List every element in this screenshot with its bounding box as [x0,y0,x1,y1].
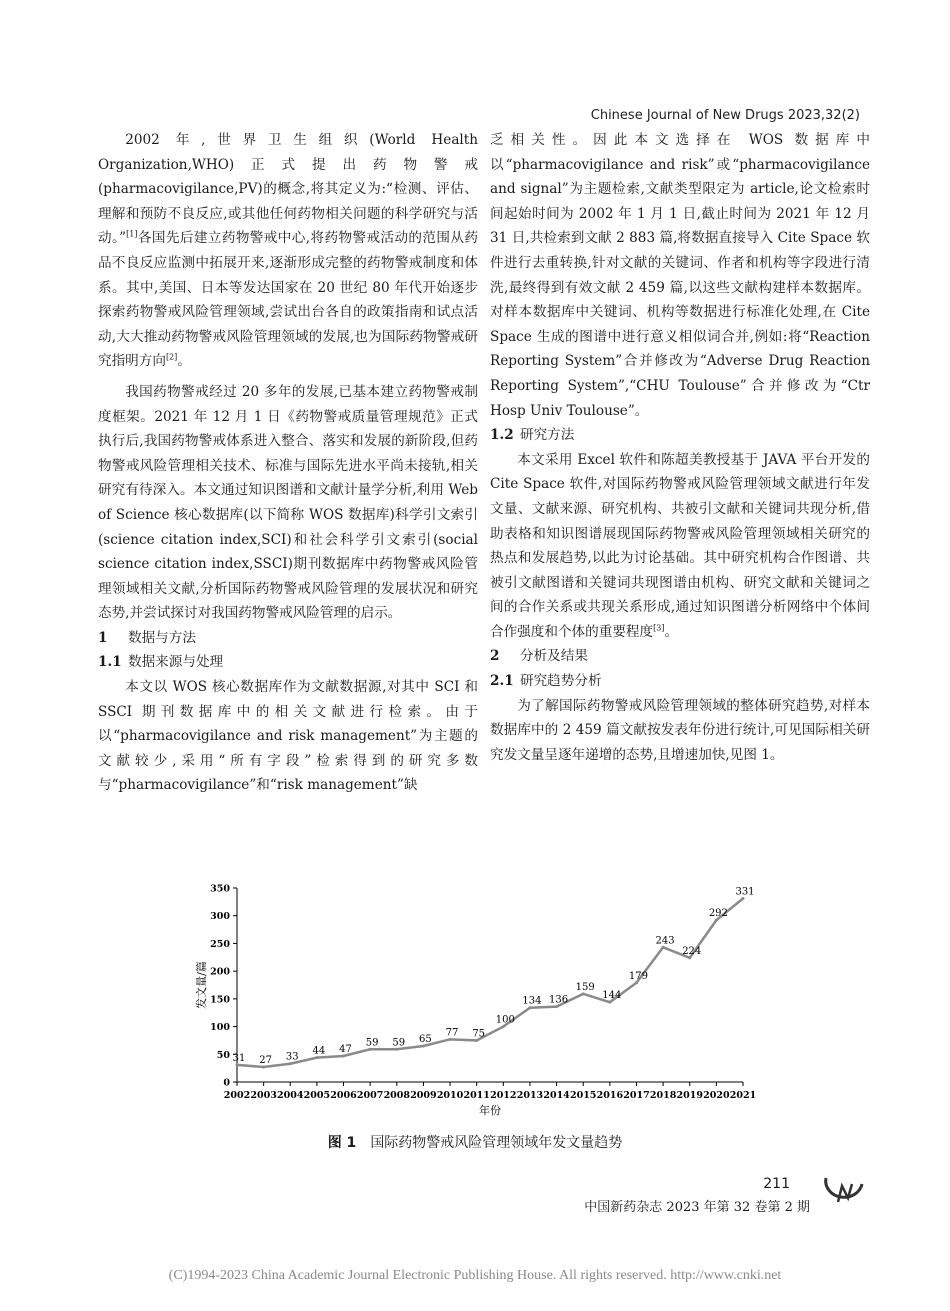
line-chart [195,878,765,1118]
x-tick-label: 2021 [729,1090,757,1101]
y-tick-label: 100 [210,1022,230,1034]
x-tick-label: 2002 [223,1090,251,1101]
x-tick-label: 2009 [410,1090,437,1101]
figure-1-chart [195,878,765,1118]
paragraph-background: 我国药物警戒经过 20 多年的发展,已基本建立药物警戒制度框架。2021 年 12 月 1 日《药物警戒质量管理规范》正式执行后,我国药物警戒体系进入整合、落实和发展的新阶段,但药物警戒风险管理相关技术、标准与国际先进水平尚未接轨,相关研究有待深入。本文通过知识图谱和文献计量学分析,利用 Web of Science 核心数据库(以下简称 WOS 数据库)科学引文索引(science citation index,SCI)和社会科学引文索引(social science citation index,SSCI)期刊数据库中药物警戒风险管理领域相关文献,分析国际药物警戒风险管理的发展状况和研究态势,并尝试探讨对我国药物警戒风险管理的启示。 [98,383,478,622]
paragraph-data-source: 本文以 WOS 核心数据库作为文献数据源,对其中 SCI 和 SSCI 期刊数据库中的相关文献进行检索。由于以“pharmacovigilance and risk management”为主题的文献较少,采用“所有字段”检索得到的研究多数与“pharmacovigilance”和“risk management”缺 [98,679,478,794]
x-tick-label: 2017 [623,1090,650,1101]
x-tick-label: 2015 [569,1090,597,1101]
data-label: 159 [575,981,595,993]
section-title: 数据来源与处理 [128,654,224,671]
right-column [490,128,870,767]
section-number: 1.1 [98,654,122,671]
data-label: 224 [682,945,702,957]
x-tick-label: 2018 [649,1090,677,1101]
methods-text: 本文采用 Excel 软件和陈超美教授基于 JAVA 平台开发的 Cite Space 软件,对国际药物警戒风险管理领域文献进行年发文量、文献来源、研究机构、共被引文献和关键词共现分析,借助表格和知识图谱展现国际药物警戒风险管理领域相关研究的热点和发展趋势,以此为讨论基础。其中研究机构合作图谱、共被引文献图谱和关键词共现图谱由机构、研究文献和关键词之间的合作关系或共现关系形成,通过知识图谱分析网络中个体间合作强度和个体的重要程度 [490,451,870,640]
data-label: 65 [419,1033,432,1045]
y-tick-label: 300 [210,911,230,923]
journal-footer: 中国新药杂志 2023 年第 32 卷第 2 期 [584,1200,810,1215]
x-tick-label: 2005 [303,1090,331,1101]
x-tick-label: 2007 [356,1090,384,1101]
data-label: 59 [365,1037,379,1049]
data-label: 47 [339,1043,352,1055]
section-number: 1.2 [490,427,514,444]
y-tick-label: 0 [223,1077,230,1089]
y-tick-label: 50 [216,1049,230,1061]
x-tick-label: 2020 [703,1090,730,1101]
section-2-heading [490,644,870,669]
section-title: 数据与方法 [128,629,196,646]
section-1-1-heading [98,650,478,675]
data-label: 31 [232,1052,246,1064]
section-number: 2 [490,648,500,665]
y-tick-label: 200 [210,966,230,978]
x-tick-label: 2012 [490,1090,517,1101]
data-label: 27 [259,1055,272,1067]
section-title: 分析及结果 [520,648,588,665]
data-label: 331 [735,886,755,898]
intro-text-1: 2002 年,世界卫生组织(World Health Organization,WHO)正式提出药物警戒(pharmacovigilance,PV)的概念,将其定义为:“检测、评估、理解和预防不良反应,或其他任何药物相关问题的科学研究与活动。” [98,132,478,247]
x-axis-title: 年份 [479,1104,501,1117]
section-title: 研究趋势分析 [520,673,602,690]
data-label: 144 [602,990,622,1002]
data-label: 134 [522,995,542,1007]
citation-ref-2[interactable]: [2] [165,352,178,362]
x-tick-label: 2014 [543,1090,570,1101]
x-tick-label: 2003 [250,1090,277,1101]
section-number: 1 [98,629,108,646]
citation-ref-1[interactable]: [1] [126,229,138,239]
copyright-notice: (C)1994-2023 China Academic Journal Electronic Publishing House. All rights reserved. http://www.cnki.net [168,1268,782,1283]
x-tick-label: 2004 [277,1090,304,1101]
section-title: 研究方法 [520,427,575,444]
intro-text-2: 各国先后建立药物警戒中心,将药物警戒活动的范围从药品不良反应监测中拓展开来,逐渐形成完整的药物警戒制度和体系。其中,美国、日本等发达国家在 20 世纪 80 年代开始逐步探索药物警戒风险管理领域,尝试出台各自的政策指南和试点活动,大大推动药物警戒风险管理领域的发展,也为国际药物警戒研究指明方向 [98,230,478,370]
y-tick-label: 350 [210,883,230,895]
section-1-2-heading [490,423,870,448]
paragraph-intro [98,128,478,374]
data-label: 179 [628,970,649,982]
series-line [237,899,743,1068]
data-label: 59 [392,1037,406,1049]
journal-logo-icon [818,1172,868,1212]
x-tick-label: 2008 [383,1090,411,1101]
x-tick-label: 2016 [596,1090,624,1101]
x-tick-label: 2019 [676,1090,703,1101]
y-tick-label: 150 [210,994,230,1006]
paragraph-data-source-cont: 乏相关性。因此本文选择在 WOS 数据库中以“pharmacovigilance and risk”或“pharmacovigilance and signal”为主题检索,文献类型限定为 article,论文检索时间起始时间为 2002 年 1 月 1 日,截止时间为 2021 年 12 月 31 日,共检索到文献 2 883 篇,将数据直接导入 Cite Space 软件进行去重转换,针对文献的关键词、作者和机构等字段进行清洗,最终得到有效文献 2 459 篇,以这些文献构建样本数据库。对样本数据库中关键词、机构等数据进行标准化处理,在 Cite Space 生成的图谱中进行意义相似词合并,例如:将“Reaction Reporting System”合并修改为“Adverse Drug Reaction Reporting System”,“CHU Toulouse”合并修改为“Ctr Hosp Univ Toulouse”。 [490,132,870,419]
section-1-heading [98,626,478,651]
y-tick-label: 250 [210,938,230,950]
paragraph-methods [490,448,870,645]
citation-ref-3[interactable]: [3] [653,623,665,633]
section-number: 2.1 [490,673,514,690]
x-tick-label: 2006 [330,1090,357,1101]
paragraph-trend: 为了解国际药物警戒风险管理领域的整体研究趋势,对样本数据库中的 2 459 篇文献按发表年份进行统计,可见国际相关研究发文量呈逐年递增的态势,且增速加快,见图 1。 [490,697,870,763]
data-label: 243 [655,935,675,947]
x-tick-label: 2010 [436,1090,464,1101]
figure-caption [0,1132,950,1152]
page-number: 211 [763,1176,790,1192]
figure-label: 图 1 [327,1135,357,1151]
data-label: 100 [495,1014,515,1026]
journal-header: Chinese Journal of New Drugs 2023,32(2) [590,108,860,123]
methods-text-end: 。 [664,623,679,640]
intro-text-end: 。 [177,353,191,370]
data-label: 136 [549,994,569,1006]
data-label: 75 [472,1028,486,1040]
x-tick-label: 2011 [463,1090,490,1101]
figure-caption-text: 国际药物警戒风险管理领域年发文量趋势 [370,1135,623,1151]
data-label: 292 [708,908,728,920]
data-label: 33 [285,1051,299,1063]
section-2-1-heading [490,669,870,694]
y-axis-title: 发文量/篇 [195,961,208,1009]
data-label: 77 [445,1027,459,1039]
data-label: 44 [312,1045,326,1057]
left-column [98,128,478,798]
x-tick-label: 2013 [516,1090,544,1101]
